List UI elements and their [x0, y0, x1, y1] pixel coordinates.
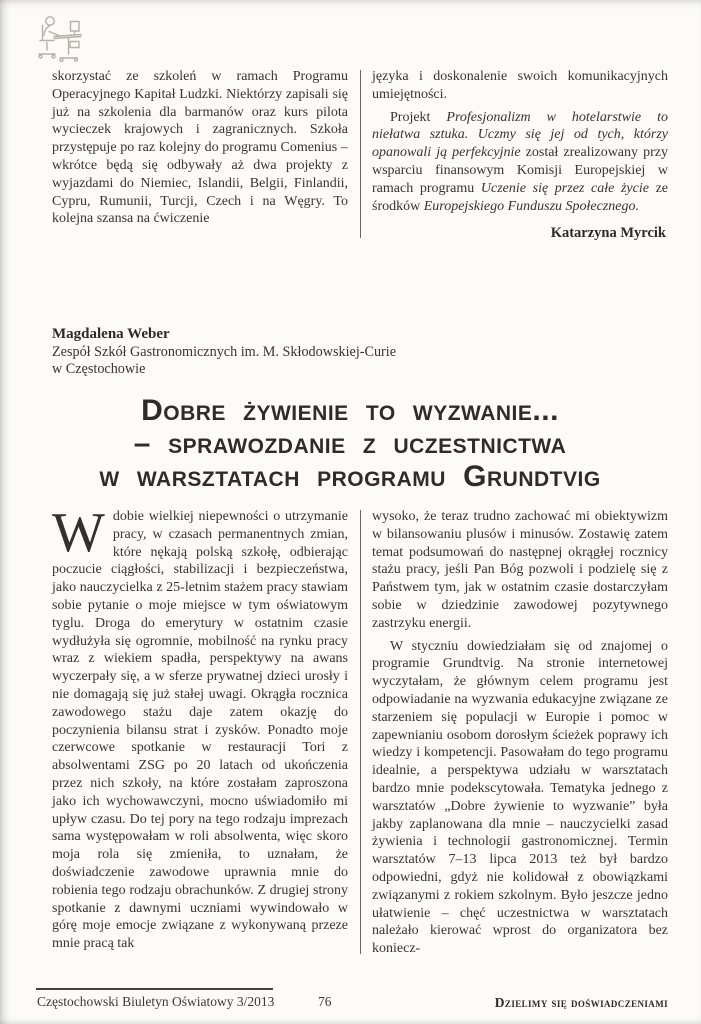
page-number: 76	[318, 994, 332, 1009]
continuation-paragraph: skorzystać ze szkoleń w ramach Programu Operacyjnego Kapitał Ludzki. Niektórzy zapisali się już na szkolenia dla barmanów oraz kurs pilota wycieczek krajowych i zagranicznych. Szkoła przystępuje po raz kolejny do programu Comenius – wkrótce będą się odbywały aż dwa projekty z wyjazdami do Niemiec, Islandii, Belgii, Finlandii, Cypru, Rumunii, Turcji, Czech i na Węgry. To kolejna szansa na ćwiczenie	[52, 69, 348, 227]
author-affiliation-line1: Zespół Szkół Gastronomicznych im. M. Skłodowskiej-Curie	[52, 343, 397, 360]
drop-cap: W	[52, 502, 105, 564]
column-divider	[360, 70, 361, 238]
author-signature: Katarzyna Myrcik	[550, 225, 666, 242]
author-affiliation-line2: w Częstochowie	[52, 361, 146, 377]
top-left-column	[52, 68, 348, 242]
person-at-desk-illustration	[28, 8, 86, 66]
body-left-column	[52, 502, 348, 958]
footer-journal-title: Częstochowski Biuletyn Oświatowy 3/2013	[37, 994, 275, 1009]
grundtvig-paragraph: W styczniu dowiedziałam się od znajomej o programie Grundtvig. Na stronie internetowej wyczytałam, że głównym celem programu jest odpowiadanie na wyzwania edukacyjne związane ze starzeniem się populacji w Europie i pomoc w zapewnianiu osobom dorosłym ścieżek poprawy ich wiedzy i kompetencji. Pasowałam do tego programu idealnie, a perspektywa udziału w warsztatach bardzo mnie podekscytowała. Tematyka jednego z warsztatów „Dobre żywienie to wyzwanie” była jakby zaplanowana dla mnie – nauczycielki zasad żywienia i technologii gastronomicznej. Termin warsztatów 7–13 lipca 2013 też był bardzo odpowiedni, gdyż nie kolidował z obowiązkami związanymi z rokiem szkolnym. Było jeszcze jedno ułatwienie – chęć uczestnictwa w warsztatach należało kierować wprost do organizatora bez koniecz-	[372, 638, 668, 957]
top-article-columns	[52, 68, 668, 242]
author-name: Magdalena Weber	[52, 326, 170, 342]
opening-paragraph-text: dobie wielkiej niepewności o utrzymanie pracy, w czasach permanentnych zmian, które nękają polską szkołę, odbierając poczucie ciągłości, stabilizacji i bezpieczeństwa, jako nauczycielka z 25-letnim stażem pracy stawiam sobie pytanie o moje miejsce w tym oświatowym tyglu. Droga do emerytury w ostatnim czasie wydłużyła się ogromnie, mobilność na rynku pracy wraz z wiekiem spadła, perspektywy na awans wyczerpały się, a w sferze prywatnej dzieci urosły i nie domagają się już stałej uwagi. Okrągła rocznica zawodowego stażu daje zatem okazję do poczynienia bilansu strat i zysków. Ponadto moje czerwcowe spotkanie w restauracji Tori z absolwentami ZSG po 20 latach od ukończenia przez nich szkoły, na które zostałam zaproszona jako ich wychowawczyni, mocno uświadomiło mi upływ czasu. Do tej pory na tego rodzaju imprezach sama występowałam w roli absolwenta, więc skoro moja rola się zmieniła, to uznałam, że doświadczenie zawodowe uprawnia mnie do robienia tego rodzaju obrachunków. Z drugiej strony spotkanie z dawnymi uczniami wywindowało w górę moje emocje związane z wykonywaną przeze mnie pracą tak	[52, 509, 348, 952]
top-right-column	[372, 68, 668, 242]
column-divider	[360, 510, 361, 954]
article-title	[40, 394, 660, 493]
title-line-3: w warsztatach programu Grundtvig	[99, 460, 601, 493]
continuation-paragraph: wysoko, że teraz trudno zachować mi obiektywizm w bilansowaniu plusów i minusów. Zostawię zatem temat podsumowań do następnej okrągłej rocznicy stażu pracy, jeśli Pan Bóg pozwoli i podzielę się z Państwem tym, jak w ostatnim czasie dostarczyłam sobie w dziedzinie zawodowej pozytywnego zastrzyku energii.	[372, 509, 668, 631]
article-body-columns	[52, 502, 668, 958]
title-line-1: Dobre żywienie to wyzwanie...	[141, 394, 559, 427]
footer-section-title: Dzielimy się doświadczeniami	[494, 995, 668, 1010]
project-paragraph: Projekt Profesjonalizm w hotelarstwie to niełatwa sztuka. Uczmy się jej od tych, którzy opanowali ją perfekcyjnie został zrealizowany przy wsparciu finansowym Komisji Europejskiej w ramach programu Uczenie się przez całe życie ze środków Europejskiego Funduszu Społecznego.	[372, 109, 668, 214]
title-line-2: – sprawozdanie z uczestnictwa	[133, 427, 567, 460]
author-block	[52, 326, 396, 379]
continuation-paragraph: języka i doskonalenie swoich komunikacyjnych umiejętności.	[372, 69, 668, 102]
body-right-column	[372, 508, 668, 958]
footer-rule	[36, 988, 273, 990]
opening-paragraph	[52, 502, 348, 953]
